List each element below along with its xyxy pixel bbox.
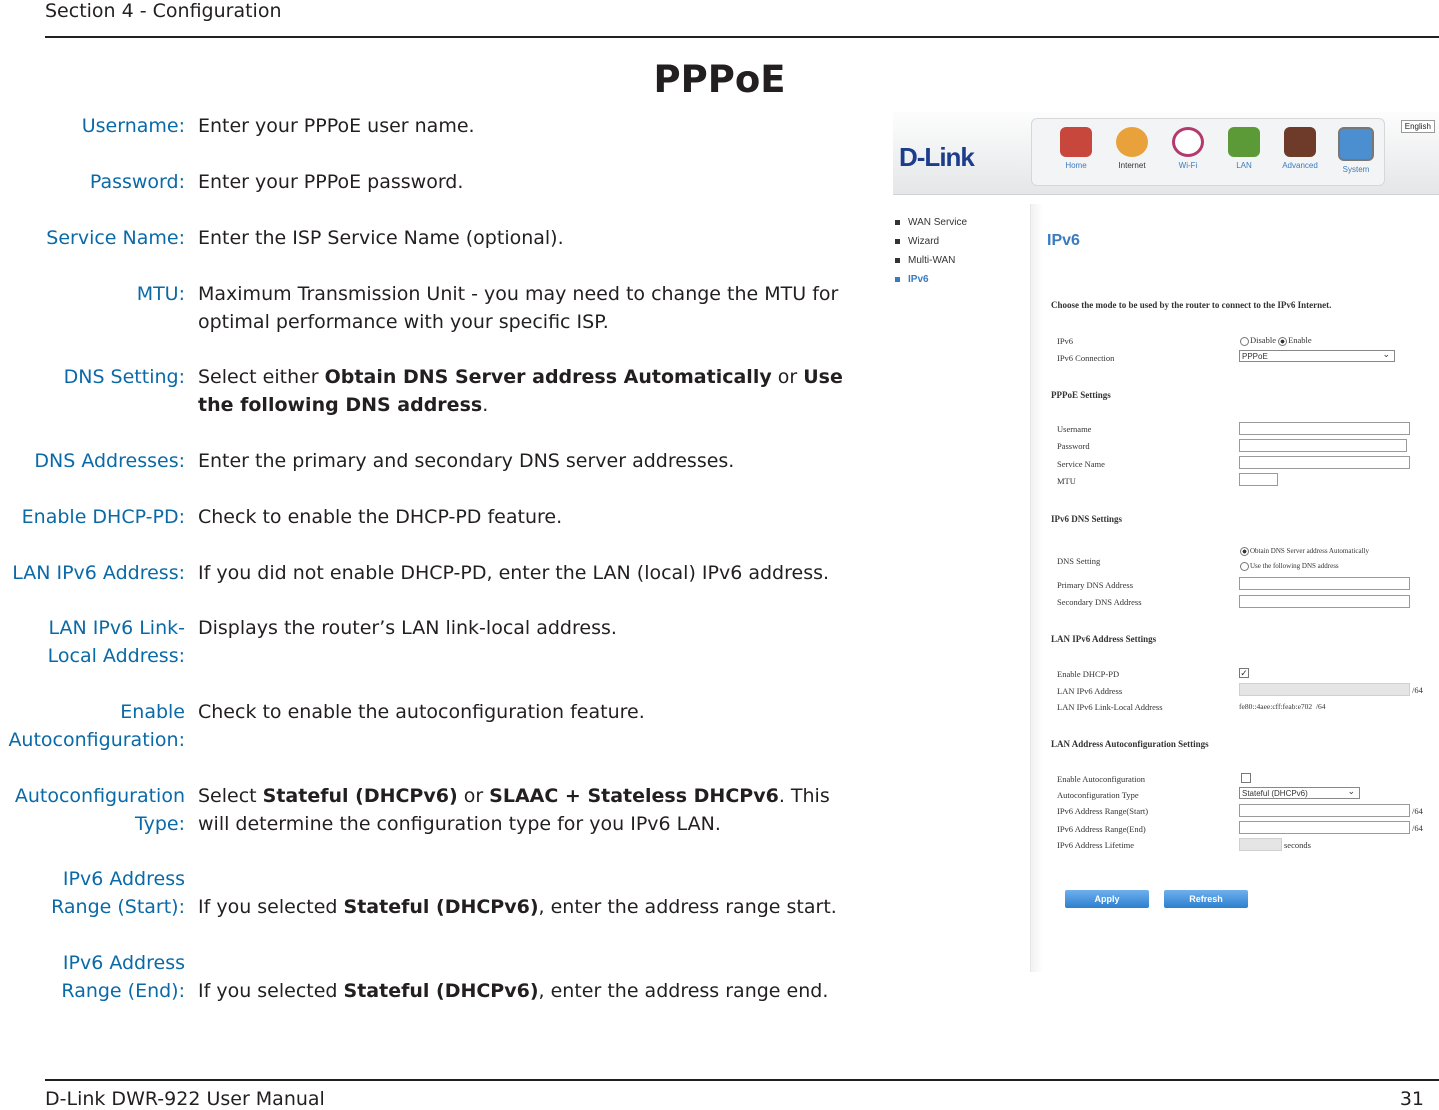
secondary-dns-label: Secondary DNS Address [1057, 597, 1142, 607]
range-start-label: IPv6 Address Range(Start) [1057, 806, 1149, 816]
bullet-icon [895, 277, 900, 282]
page-title: PPPoE [653, 58, 786, 101]
term: Enable Autoconfiguration: [8, 701, 185, 751]
main-nav [1031, 118, 1385, 186]
footer-manual-title: D-Link DWR-922 User Manual [45, 1088, 325, 1110]
tools-icon [1284, 127, 1316, 157]
description: Enter the ISP Service Name (optional). [198, 227, 564, 249]
range-start-prefix: /64 [1412, 806, 1423, 816]
dhcppd-label: Enable DHCP-PD [1057, 669, 1120, 679]
section-header: Section 4 - Configuration [45, 0, 282, 22]
description: Enter your PPPoE user name. [198, 115, 475, 137]
bullet-icon [895, 239, 900, 244]
lan-icon [1228, 127, 1260, 157]
ipv6-toggle[interactable]: Disable Enable [1240, 335, 1312, 346]
seconds-unit: seconds [1284, 840, 1311, 850]
term: Password: [89, 171, 185, 193]
auto-type-select[interactable]: Stateful (DHCPv6) ⌄ [1239, 787, 1360, 799]
sidebar-item-wizard[interactable]: Wizard [895, 236, 967, 255]
auto-heading: LAN Address Autoconfiguration Settings [1051, 739, 1209, 749]
sidebar-item-wan-service[interactable]: WAN Service [895, 217, 967, 236]
dns-setting-label: DNS Setting [1057, 556, 1101, 566]
term: IPv6 Address Range (Start): [51, 868, 185, 918]
enable-auto-checkbox[interactable] [1241, 773, 1251, 783]
radio-dns-manual[interactable] [1240, 562, 1249, 571]
description: Check to enable the DHCP-PD feature. [198, 506, 563, 528]
radio-dns-auto[interactable] [1240, 547, 1249, 556]
nav-home[interactable]: Home [1048, 127, 1104, 170]
header-rule [45, 36, 1439, 38]
sidebar [895, 217, 967, 293]
apply-button[interactable]: Apply [1065, 890, 1149, 908]
dhcppd-checkbox[interactable]: ✓ [1240, 668, 1248, 678]
auto-type-label: Autoconfiguration Type [1057, 790, 1139, 800]
primary-dns-label: Primary DNS Address [1057, 580, 1134, 590]
term: Username: [81, 115, 185, 137]
description: If you selected Stateful (DHCPv6), enter the address range end. [198, 980, 829, 1002]
link-local-label: LAN IPv6 Link-Local Address [1057, 702, 1163, 712]
term: Autoconfiguration Type: [14, 785, 185, 835]
term: LAN IPv6 Address: [12, 562, 185, 584]
connection-label: IPv6 Connection [1057, 353, 1115, 363]
description: Maximum Transmission Unit - you may need to change the MTU for optimal performance with your specific ISP. [198, 283, 839, 333]
top-bar [893, 112, 1439, 195]
nav-system[interactable]: System [1328, 127, 1384, 174]
term: Service Name: [46, 227, 185, 249]
term: DNS Addresses: [34, 450, 185, 472]
lan-prefix: /64 [1412, 685, 1423, 695]
term: DNS Setting: [63, 366, 185, 388]
page-number: 31 [1399, 1088, 1424, 1110]
description: If you did not enable DHCP-PD, enter the LAN (local) IPv6 address. [198, 562, 830, 584]
service-name-input[interactable] [1239, 456, 1410, 469]
mtu-input[interactable] [1239, 473, 1278, 486]
radio-enable[interactable] [1278, 337, 1287, 346]
monitor-icon [1338, 127, 1374, 161]
lan-heading: LAN IPv6 Address Settings [1051, 634, 1157, 644]
term: Enable DHCP-PD: [21, 506, 185, 528]
description: Enter the primary and secondary DNS server addresses. [198, 450, 735, 472]
service-name-label: Service Name [1057, 459, 1105, 469]
range-start-input[interactable] [1239, 804, 1410, 817]
term: LAN IPv6 Link- Local Address: [47, 617, 185, 667]
primary-dns-input[interactable] [1239, 577, 1410, 590]
username-label: Username [1057, 424, 1092, 434]
lifetime-input[interactable] [1239, 838, 1282, 851]
description: Select Stateful (DHCPv6) or SLAAC + Stateless DHCPv6. This will determine the configuration type for you IPv6 LAN. [198, 785, 830, 835]
refresh-button[interactable]: Refresh [1164, 890, 1248, 908]
globe-icon [1116, 127, 1148, 157]
term: MTU: [136, 283, 185, 305]
bullet-icon [895, 258, 900, 263]
radio-disable[interactable] [1240, 337, 1249, 346]
dns-heading: IPv6 DNS Settings [1051, 514, 1123, 524]
description: Displays the router’s LAN link-local address. [198, 617, 617, 639]
footer-rule [45, 1079, 1439, 1081]
content-title: IPv6 [1047, 232, 1080, 249]
wifi-icon [1172, 127, 1204, 157]
enable-auto-label: Enable Autoconfiguration [1057, 774, 1146, 784]
description: If you selected Stateful (DHCPv6), enter the address range start. [198, 896, 837, 918]
nav-advanced[interactable]: Advanced [1272, 127, 1328, 170]
settings-content [1030, 204, 1439, 972]
home-icon [1060, 127, 1092, 157]
lifetime-label: IPv6 Address Lifetime [1057, 840, 1134, 850]
secondary-dns-input[interactable] [1239, 595, 1410, 608]
term: IPv6 Address Range (End): [61, 952, 185, 1002]
router-screenshot [893, 112, 1439, 972]
sidebar-item-ipv6[interactable]: IPv6 [895, 274, 967, 293]
language-select[interactable]: English [1401, 120, 1435, 133]
dlink-logo: D-Link [899, 142, 974, 172]
nav-wifi[interactable]: Wi-Fi [1160, 127, 1216, 170]
nav-internet[interactable]: Internet [1104, 127, 1160, 170]
lan-address-input[interactable] [1239, 683, 1410, 696]
pppoe-heading: PPPoE Settings [1051, 390, 1111, 400]
ipv6-label: IPv6 [1057, 336, 1074, 346]
password-input[interactable] [1239, 439, 1407, 452]
sidebar-item-multi-wan[interactable]: Multi-WAN [895, 255, 967, 274]
intro-text: Choose the mode to be used by the router to connect to the IPv6 Internet. [1051, 300, 1332, 310]
range-end-input[interactable] [1239, 821, 1410, 834]
description: Select either Obtain DNS Server address Automatically or Use the following DNS address. [198, 366, 843, 416]
username-input[interactable] [1239, 422, 1410, 435]
description: Check to enable the autoconfiguration feature. [198, 701, 645, 723]
lan-address-label: LAN IPv6 Address [1057, 686, 1123, 696]
connection-select[interactable]: PPPoE ⌄ [1239, 350, 1395, 362]
mtu-label: MTU [1057, 476, 1076, 486]
bullet-icon [895, 220, 900, 225]
link-local-value: fe80::4aee:cff:feab:e702 /64 [1239, 702, 1326, 711]
password-label: Password [1057, 441, 1090, 451]
dns-auto-option[interactable]: Obtain DNS Server address Automatically [1240, 547, 1369, 556]
range-end-prefix: /64 [1412, 823, 1423, 833]
range-end-label: IPv6 Address Range(End) [1057, 824, 1146, 834]
dns-manual-option[interactable]: Use the following DNS address [1240, 562, 1339, 571]
nav-lan[interactable]: LAN [1216, 127, 1272, 170]
description: Enter your PPPoE password. [198, 171, 464, 193]
